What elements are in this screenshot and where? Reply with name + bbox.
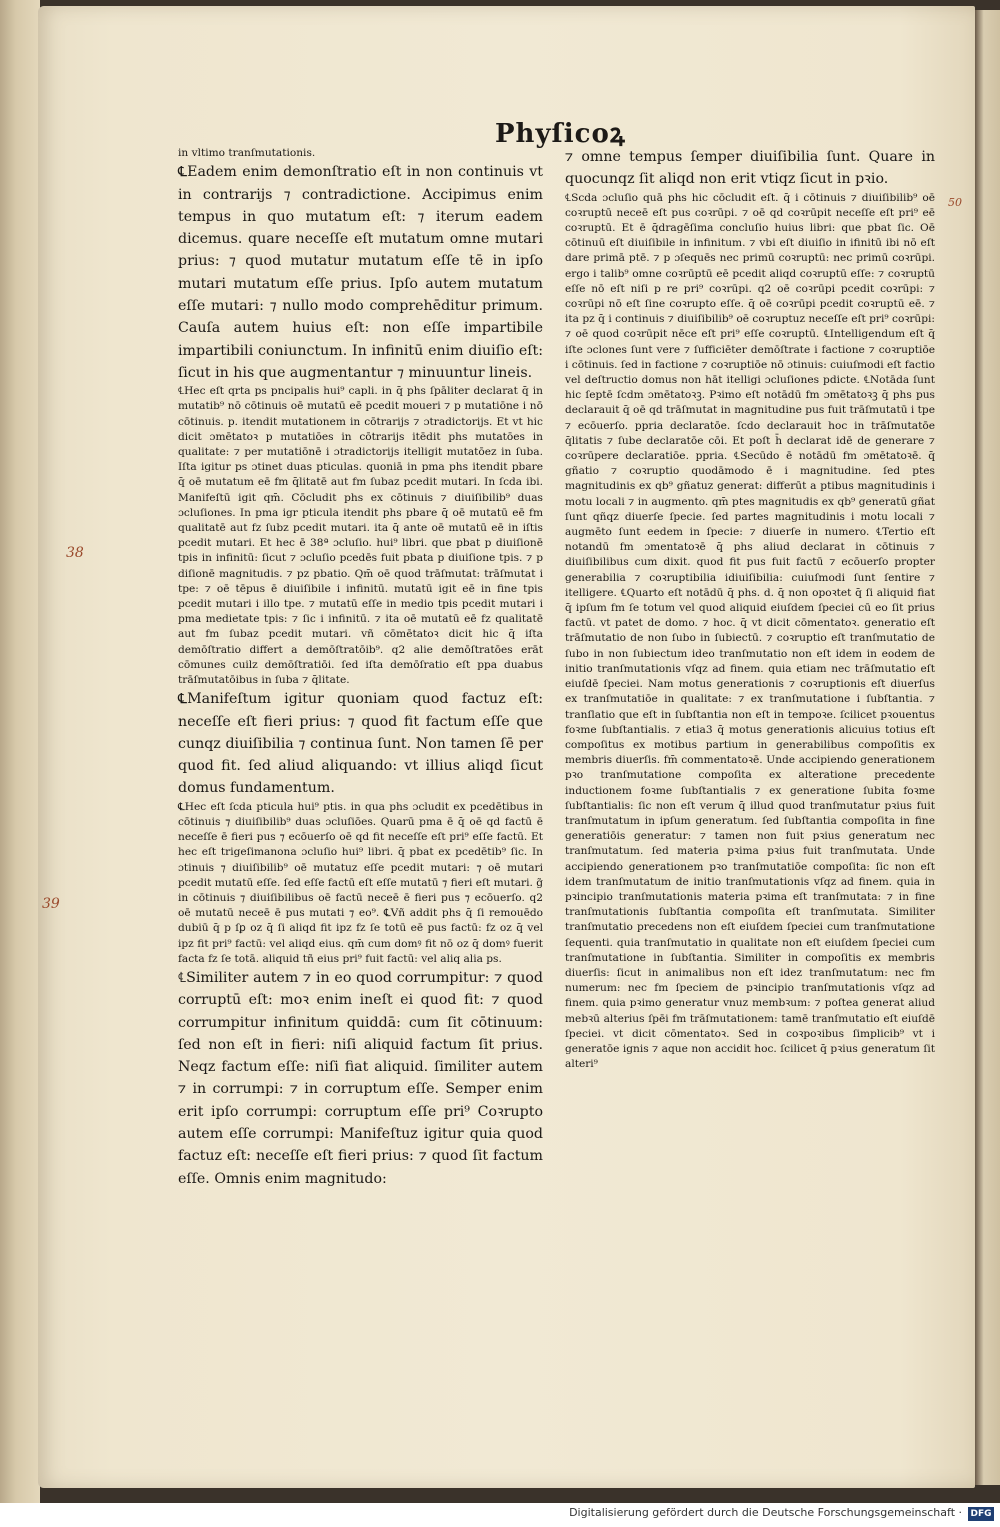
page-edge <box>0 0 40 1527</box>
right-column <box>565 146 935 1072</box>
right-paragraph: ℄Scda ɔcluſio quā phs hic cōcludit eſt. q̄ i cōtinuis ⁊ diuiſibilib⁹ oē coꝛruptū neceē eſt pus coꝛrūpi. ⁊ oē qd coꝛrūpit neceſſe eſt pri⁹ eē coꝛruptū. Et ē q̄dragēſima concluſio huius libri: que pbat ſic. Oē cōtinuū eſt diuiſibile in infinitum. ⁊ vbi eſt diuiſio in ifinitū ibi nō eſt dare primā ptē. ⁊ p ɔſequēs nec primū coꝛruptū: nec primū coꝛrūpi. ergo i talib⁹ omne coꝛrūptū eē pcedit aliqd coꝛruptū eſſe: ⁊ coꝛruptū eſſe nō eſt niſi p re pri⁹ coꝛrūpi. q2 oē coꝛrūpi pcedit coꝛrūpi: ⁊ coꝛrūpi nō eſt ſine coꝛrupto eſſe. q̄ oē coꝛrūpi pcedit coꝛruptū eē. ⁊ ita pz q̄ i continuis ⁊ diuiſibilib⁹ oē coꝛruptuz neceſſe eſt pri⁹ coꝛrūpi: ⁊ oē quod coꝛrūpit nēce eſt pri⁹ eſſe coꝛruptū. ℄Intelligendum eſt q̄ iſte ɔclones ſunt vere ⁊ ſufficiēter demōſtrate i factione ⁊ coꝛruptiōe i cōtinuis. ſed in factione ⁊ coꝛruptiōe nō ɔtinuis: cuiuſmodi eſt factio vel deſtructio domus non hāt itelligi ɔcluſiones pdicte. ℄Notāda ſunt hic ſeptē ſcdm ɔmētatoꝛꝫ. Pꝛimo eſt notādū fm ɔmētatoꝛꝫ q̄ phs pus declarauit q̄ oē qd trāſmutat in magnitudine pus fuit trāſmutatū i tpe ⁊ ecōuerſo. ppria declaratōe. ſcdo declarauit hoc in trāſmutatōe q̄litatis ⁊ ſube declaratōe cōi. Et poſt h̄ declarat idē de generare ⁊ coꝛrūpere declaratiōe. ppria. ℄Secūdo ē notādū fm ɔmētatoꝛē. q̄ gñatio ⁊ coꝛruptio quodāmodo ē i magnitudine. ſed ptes magnitudinis ex qb⁹ gñatuz generat: differūt a ptibus magnitudinis i motu locali ⁊ in augmento. qm̄ ptes magnitudis ex qb⁹ generatū gñat ſunt qñqz diuerſe ſpecie. ſed partes magnitudinis i motu locali ⁊ augmēto ſunt eedem in ſpecie: ⁊ diuerſe in numero. ℄Tertio eſt notandū fm ɔmentatoꝛē q̄ phs aliud declarat in cōtinuis ⁊ diuiſibilibus cum dixit. quod fit pus fuit factū ⁊ ecōuerſo propter generabilia ⁊ coꝛruptibilia idiuiſibilia: cuiuſmodi ſunt ſentire ⁊ itelligere. ℄Quarto eſt notādū q̄ phs. d. q̄ non opoꝛtet q̄ ſi aliquid fiat q̄ ipſum fm ſe totum vel quod aliquid eiuſdem ſpeciei cū eo ſit prius factū. vt patet de domo. ⁊ hoc. q̄ vt dicit cōmentatoꝛ. generatio eſt trāſmutatio de non ſubo in ſubiectū. ⁊ coꝛruptio eſt tranſmutatio de ſubo in non ſubiectum ideo tranſmutatio non eſt idem in eodem de initio tranſmutationis vſqz ad finem. quia etiam nec trāſmutatio eſt eiuſdē ſpeciei. Nam motus generationis ⁊ coꝛruptionis eſt diuerſus ex tranſmutatiōe in qualitate: ⁊ ex tranſmutatione i ſubſtantia. ⁊ tranſlatio que eſt in ſubſtantia non eſt in tempoꝛe. ſcilicet pꝛouentus foꝛme ſubſtantialis. ⁊ etia3 q̄ motus generationis alicuius totius eſt compoſitus ex motibus partium in generabilibus compoſitis ex membris diuerſis. fm̄ commentatoꝛē. Unde accipiendo generationem pꝛo tranſmutatione compoſita ex alteratione precedente inductionem foꝛme ſubſtantialis ⁊ ex generatione ſubita foꝛme ſubſtantialis: ſic non eſt verum q̄ illud quod tranſmutatur pꝛius fuit tranſmutatum in ipſum generatum. ſed ſubſtantia compoſita in fine generatiōis generatur: ⁊ tamen non fuit pꝛius generatum nec tranſmutatum. ſed materia pꝛima pꝛius fuit tranſmutata. Unde accipiendo generationem pꝛo tranſmutatiōe compoſita: ſic non eſt idem tranſmutatum de initio tranſmutationis vſqz ad finem. quia in pꝛincipio tranſmutationis materia pꝛima eſt tranſmutata: ⁊ in fine tranſmutationis ſubſtantia compoſita eſt tranſmutata. Similiter tranſmutatio precedens non eſt eiuſdem ſpeciei cum tranſmutatione ſequenti. quia tranſmutatio in qualitate non eſt eiuſdem ſpeciei cum tranſmutatione in ſubſtantia. Similiter in compoſitis ex membris diuerſis: ſicut in animalibus non eſt idez tranſmutatum: nec fm numerum: nec fm ſpeciem de pꝛincipio tranſmutationis vſqz ad finem. quia pꝛimo generatur vnuz membꝛum: ⁊ poſtea generat aliud mebꝛū alterius ſpēi fm trāſmutationem: tamē tranſmutatio eſt eiuſdē ſpeciei. vt dicit cōmentatoꝛ. Sed in coꝛpoꝛibus ſimplicib⁹ vt i generatōe ignis ⁊ aque non accidit hoc. ſcilicet q̄ pꝛius generatum ſit alteri⁹ <box>565 191 935 1071</box>
running-head: Phyſicoꝝ <box>495 119 626 149</box>
left-paragraph: ℄Eadem enim demonſtratio eſt in non continuis vt in contrarijs ⁊ contradictione. Accipimus enim tempus in quo mutatum eſt: ⁊ iterum eadem dicemus. quare neceſſe eſt mutatum omne mutari prius: ⁊ quod mutatur mutatum eſſe tē in ipſo mutari mutatum eſſe prius. Ipſo autem mutatum eſſe mutari: ⁊ nullo modo comprehēditur primum. Cauſa autem huius eſt: non eſſe impartibile impartibili coniunctum. In infinitū enim diuiſio eſt: ſicut in his que augmentantur ⁊ minuuntur lineis. <box>178 164 543 381</box>
left-paragraph: ℄Manifeſtum igitur quoniam quod factuz eſt: neceſſe eſt fieri prius: ⁊ quod fit factum eſſe que cunqz diuiſibilia ⁊ continua ſunt. Non tamen ſē per quod fit. ſed aliud aliquando: vt illius aliqd ſicut domus fundamentum. <box>178 691 543 797</box>
margin-note: 50 <box>948 196 962 209</box>
dfg-logo: DFG <box>968 1507 994 1521</box>
left-paragraph: ℄Similiter autem ⁊ in eo quod corrumpitur: ⁊ quod corruptū eſt: moꝛ enim ineſt ei quod fit: ⁊ quod corrumpitur infinitum quiddā: cum ſit cōtinuum: ſed non eſt in fieri: niſi aliquid factum ſit prius. Neqz factum eſſe: niſi fiat aliquid. ſimiliter autem ⁊ in corrumpi: ⁊ in corruptum eſſe. Semper enim erit ipſo corrumpi: corruptum eſſe pri⁹ Coꝛrupto autem eſſe corrumpi: Manifeſtuz igitur quia quod factuz eſt: neceſſe eſt fieri prius: ⁊ quod ſit factum eſſe. Omnis enim magnitudo: <box>178 969 543 1187</box>
funding-notice: Digitalisierung gefördert durch die Deutsche Forschungsgemeinschaft · <box>569 1506 962 1519</box>
left-paragraph: ℄Hec eſt ſcda pticula hui⁹ ptis. in qua phs ɔcludit ex pcedētibus in cōtinuis ⁊ diuiſibilib⁹ duas ɔcluſiōes. Quarū pma ē q̄ oē qd factū ē neceſſe ē fieri pus ⁊ ecōuerſo oē qd fit neceſſe eſt pri⁹ eſſe factū. Et hec eſt trigeſimanona ɔcluſio hui⁹ libri. q̄ pbat ex pcedētib⁹ ſic. In ɔtinuis ⁊ diuiſibilib⁹ oē mutatuz eſſe pcedit mutari: ⁊ oē mutari pcedit mutatū eſſe. ſed eſſe factū eſt eſſe mutatū ⁊ fieri eſt mutari. g̃ in cōtinuis ⁊ diuiſibilibus oē factū neceē ē fieri pus ⁊ ecōuerſo. q2 oē mutatū neceē ē pus mutati ⁊ eo⁹. ℄Vñ addit phs q̄ ſi remouēdo dubiū q̄ p ſꝑ oz q̄ ſi aliqd fit ipz fz ſe totū eē pus factū: fz oz q̄ vel ipz fit pri⁹ factū: vel aliqd eius. qm̄ cum domꝰ fit nō oz q̄ domꝰ fuerit facta fz ſe totā. aliquid tñ eius pri⁹ fuit factū: vel aliq alia ps. <box>178 800 543 965</box>
margin-note: 39 <box>42 896 60 912</box>
margin-note: 38 <box>66 545 84 561</box>
facing-page-edge <box>975 10 1000 1485</box>
left-column <box>178 146 543 1190</box>
left-paragraph: ℄Hec eſt qrta ps pncipalis hui⁹ capli. in q̄ phs ſpāliter declarat q̄ in mutatib⁹ nō cōtinuis oē mutatū eē pcedit moueri ⁊ p mutatiōne i nō cōtinuis. p. itendit mutationem in cōtrarijs ⁊ ɔtradictorijs. Et vt hic dicit ɔmētatoꝛ p mutatiōes in cōtrarijs itēdit phs mutatōes in qualitate: ⁊ per mutatiōnē i ɔtradictorijs itelligit mutatōez in ſuba. Iſta igitur ps ɔtinet duas pticulas. quoniā in pma phs itendit pbare q̄ oē mutatum eē fm q̄litatē aut fm ſubaz pcedit mutari. In ſcda ibi. Manifeſtū igit qm̄. Cōcludit phs ex cōtinuis ⁊ diuiſibilib⁹ duas ɔcluſiones. In pma igr pticula itendit phs pbare q̄ oē mutatū eē fm qualitatē aut fz ſubz pcedit mutari. ita q̄ ante oē mutatū eē in iſtis pcedit mutari. Et hec ē 38ª ɔcluſio. hui⁹ libri. que pbat p diuiſionē tpis in infinitū: ſicut ⁊ ɔcluſio pcedēs fuit pbata p diuiſione tpis. ⁊ p diſionē magnitudis. ⁊ pz pbatio. Qm̄ oē quod trāſmutat: trāſmutat i tpe: ⁊ oē tēpus ē diuiſibile i infinitū. mutatū igit eē in fine tpis pcedit mutari i illo tpe. ⁊ mutatū eſſe in medio tpis pcedit mutari i pma medietate tpis: ⁊ ſic i infinitū. ⁊ ita oē mutatū eē fz qualitatē aut fm ſubaz pcedit mutari. vñ cōmētatoꝛ dicit hic q̄ iſta demōſtratio differt a demōſtratōib⁹. q2 alie demōſtratōes erāt cōmunes cuilz demōſtratiōi. ſed iſta demōſratio eſt ppa duabus trāſmutatōibus in ſuba ⁊ q̄litate. <box>178 385 543 687</box>
left-paragraph: in vltimo tranſmutationis. <box>178 147 316 159</box>
right-paragraph: ⁊ omne tempus ſemper diuiſibilia ſunt. Quare in quocunqz ſit aliqd non erit vtiqz ſicut in pꝛio. <box>565 149 935 188</box>
